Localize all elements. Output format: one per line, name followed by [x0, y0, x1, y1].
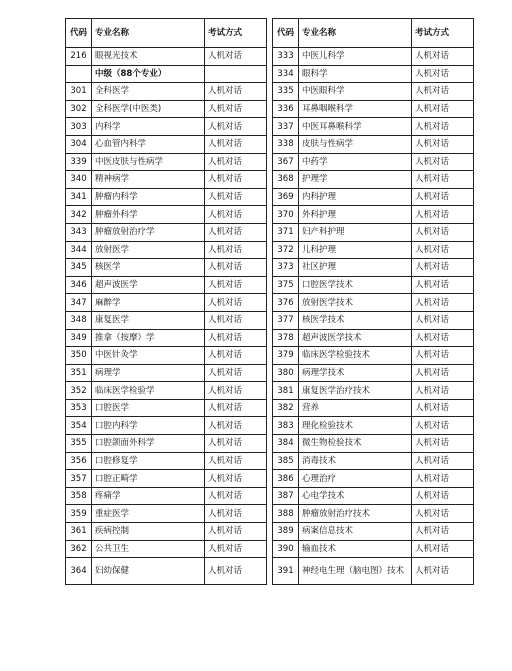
table-row	[273, 65, 474, 83]
cell-exam: 人机对话	[205, 523, 267, 541]
cell-name: 病理学	[92, 364, 205, 382]
cell-code: 378	[273, 329, 299, 347]
header-code: 代码	[273, 19, 299, 48]
cell-code: 354	[66, 417, 92, 435]
table-row	[66, 171, 267, 189]
cell-exam: 人机对话	[412, 118, 474, 136]
cell-name: 儿科护理	[299, 241, 412, 259]
cell-name: 内科学	[92, 118, 205, 136]
cell-code: 352	[66, 382, 92, 400]
cell-code: 342	[66, 206, 92, 224]
cell-exam: 人机对话	[205, 452, 267, 470]
cell-exam: 人机对话	[412, 276, 474, 294]
cell-code: 364	[66, 558, 92, 585]
cell-name: 口腔颌面外科学	[92, 435, 205, 453]
cell-name: 肿瘤放射治疗学	[92, 223, 205, 241]
cell-code: 358	[66, 487, 92, 505]
cell-code: 371	[273, 223, 299, 241]
cell-name: 公共卫生	[92, 540, 205, 558]
table-row	[273, 241, 474, 259]
table-row	[66, 523, 267, 541]
cell-code: 387	[273, 487, 299, 505]
cell-name: 全科医学	[92, 83, 205, 101]
table-row	[273, 347, 474, 365]
header-code: 代码	[66, 19, 92, 48]
cell-exam: 人机对话	[205, 505, 267, 523]
cell-name: 肿瘤放射治疗技术	[299, 505, 412, 523]
cell-exam	[205, 65, 267, 83]
cell-exam: 人机对话	[205, 135, 267, 153]
cell-name: 临床医学检验学	[92, 382, 205, 400]
header-name: 专业名称	[299, 19, 412, 48]
table-row	[66, 259, 267, 277]
cell-name: 内科护理	[299, 188, 412, 206]
cell-name: 疾病控制	[92, 523, 205, 541]
table-row	[273, 470, 474, 488]
cell-name: 眼视光技术	[92, 48, 205, 66]
table-row	[66, 223, 267, 241]
cell-code: 302	[66, 100, 92, 118]
table-row	[66, 540, 267, 558]
cell-code: 380	[273, 364, 299, 382]
header-name: 专业名称	[92, 19, 205, 48]
cell-code: 362	[66, 540, 92, 558]
cell-exam: 人机对话	[412, 206, 474, 224]
cell-code: 373	[273, 259, 299, 277]
cell-exam: 人机对话	[205, 206, 267, 224]
cell-exam: 人机对话	[412, 558, 474, 585]
cell-exam: 人机对话	[205, 223, 267, 241]
cell-name: 消毒技术	[299, 452, 412, 470]
cell-code: 375	[273, 276, 299, 294]
table-row	[273, 329, 474, 347]
cell-code: 372	[273, 241, 299, 259]
cell-exam: 人机对话	[412, 48, 474, 66]
cell-code: 361	[66, 523, 92, 541]
header-row	[66, 19, 267, 48]
cell-code: 301	[66, 83, 92, 101]
cell-name: 中药学	[299, 153, 412, 171]
cell-name: 中医儿科学	[299, 48, 412, 66]
cell-name: 核医学	[92, 259, 205, 277]
cell-name: 输血技术	[299, 540, 412, 558]
table-row	[273, 100, 474, 118]
cell-code: 377	[273, 311, 299, 329]
cell-exam: 人机对话	[412, 347, 474, 365]
cell-code: 351	[66, 364, 92, 382]
table-row	[66, 505, 267, 523]
table-row	[66, 470, 267, 488]
cell-name: 病理学技术	[299, 364, 412, 382]
cell-code: 348	[66, 311, 92, 329]
cell-exam: 人机对话	[412, 329, 474, 347]
table-row	[66, 48, 267, 66]
cell-exam: 人机对话	[412, 470, 474, 488]
cell-exam: 人机对话	[412, 417, 474, 435]
cell-exam: 人机对话	[412, 452, 474, 470]
cell-code: 390	[273, 540, 299, 558]
cell-code: 303	[66, 118, 92, 136]
cell-code: 333	[273, 48, 299, 66]
cell-exam: 人机对话	[412, 223, 474, 241]
cell-exam: 人机对话	[412, 135, 474, 153]
table-row	[66, 276, 267, 294]
cell-exam: 人机对话	[412, 540, 474, 558]
cell-exam: 人机对话	[205, 294, 267, 312]
cell-name: 麻醉学	[92, 294, 205, 312]
table-row	[66, 487, 267, 505]
table-row	[273, 558, 474, 585]
cell-code: 336	[273, 100, 299, 118]
cell-code: 379	[273, 347, 299, 365]
cell-name: 精神病学	[92, 171, 205, 189]
cell-name: 耳鼻咽喉科学	[299, 100, 412, 118]
cell-name: 心血管内科学	[92, 135, 205, 153]
cell-exam: 人机对话	[205, 241, 267, 259]
table-row	[66, 399, 267, 417]
table-row	[273, 364, 474, 382]
table-row	[273, 188, 474, 206]
cell-code: 343	[66, 223, 92, 241]
cell-exam: 人机对话	[205, 276, 267, 294]
cell-exam: 人机对话	[205, 558, 267, 585]
cell-name: 护理学	[299, 171, 412, 189]
cell-name: 超声波医学	[92, 276, 205, 294]
cell-name: 心理治疗	[299, 470, 412, 488]
header-exam: 考试方式	[205, 19, 267, 48]
cell-name: 病案信息技术	[299, 523, 412, 541]
table-row	[273, 399, 474, 417]
table-row	[66, 435, 267, 453]
cell-name: 口腔医学	[92, 399, 205, 417]
cell-name: 肿瘤外科学	[92, 206, 205, 224]
cell-exam: 人机对话	[412, 487, 474, 505]
cell-code: 376	[273, 294, 299, 312]
cell-name: 疼痛学	[92, 487, 205, 505]
table-row	[273, 382, 474, 400]
table-row	[273, 206, 474, 224]
cell-code: 391	[273, 558, 299, 585]
cell-name: 全科医学(中医类)	[92, 100, 205, 118]
table-row	[66, 417, 267, 435]
table-row	[273, 523, 474, 541]
table-row	[66, 241, 267, 259]
table-row	[66, 294, 267, 312]
section-row	[66, 65, 267, 83]
table-row	[66, 364, 267, 382]
cell-exam: 人机对话	[205, 118, 267, 136]
cell-code: 382	[273, 399, 299, 417]
table-row	[273, 223, 474, 241]
right-table	[272, 18, 474, 585]
cell-code: 304	[66, 135, 92, 153]
cell-name: 中医皮肤与性病学	[92, 153, 205, 171]
cell-exam: 人机对话	[205, 153, 267, 171]
cell-code: 356	[66, 452, 92, 470]
cell-name: 中医眼科学	[299, 83, 412, 101]
cell-exam: 人机对话	[205, 100, 267, 118]
table-row	[273, 294, 474, 312]
cell-name: 口腔修复学	[92, 452, 205, 470]
cell-code: 350	[66, 347, 92, 365]
cell-name: 康复医学治疗技术	[299, 382, 412, 400]
table-row	[273, 259, 474, 277]
table-row	[66, 206, 267, 224]
cell-exam: 人机对话	[412, 505, 474, 523]
cell-exam: 人机对话	[412, 83, 474, 101]
cell-code: 384	[273, 435, 299, 453]
table-row	[273, 452, 474, 470]
table-row	[273, 505, 474, 523]
table-row	[273, 153, 474, 171]
cell-exam: 人机对话	[412, 364, 474, 382]
table-row	[273, 118, 474, 136]
table-row	[273, 276, 474, 294]
cell-code: 368	[273, 171, 299, 189]
cell-exam: 人机对话	[205, 487, 267, 505]
cell-name: 心电学技术	[299, 487, 412, 505]
cell-name: 核医学技术	[299, 311, 412, 329]
table-row	[66, 311, 267, 329]
cell-code: 341	[66, 188, 92, 206]
cell-code: 337	[273, 118, 299, 136]
cell-name: 社区护理	[299, 259, 412, 277]
cell-code: 383	[273, 417, 299, 435]
cell-name: 中医针灸学	[92, 347, 205, 365]
cell-name: 神经电生理（脑电图）技术	[299, 558, 412, 585]
cell-name: 放射医学技术	[299, 294, 412, 312]
cell-exam: 人机对话	[205, 435, 267, 453]
table-row	[273, 417, 474, 435]
cell-exam: 人机对话	[205, 364, 267, 382]
cell-exam: 人机对话	[205, 417, 267, 435]
cell-code: 340	[66, 171, 92, 189]
cell-name: 微生物检验技术	[299, 435, 412, 453]
cell-exam: 人机对话	[412, 523, 474, 541]
cell-exam: 人机对话	[412, 294, 474, 312]
cell-code	[66, 65, 92, 83]
cell-code: 355	[66, 435, 92, 453]
table-row	[66, 83, 267, 101]
cell-code: 346	[66, 276, 92, 294]
cell-exam: 人机对话	[412, 382, 474, 400]
cell-exam: 人机对话	[205, 83, 267, 101]
cell-name: 放射医学	[92, 241, 205, 259]
table-row	[66, 100, 267, 118]
cell-code: 339	[66, 153, 92, 171]
cell-exam: 人机对话	[205, 382, 267, 400]
cell-exam: 人机对话	[205, 311, 267, 329]
cell-exam: 人机对话	[412, 188, 474, 206]
cell-code: 381	[273, 382, 299, 400]
cell-exam: 人机对话	[412, 100, 474, 118]
cell-code: 344	[66, 241, 92, 259]
cell-code: 357	[66, 470, 92, 488]
cell-code: 353	[66, 399, 92, 417]
cell-exam: 人机对话	[205, 48, 267, 66]
cell-code: 359	[66, 505, 92, 523]
cell-code: 338	[273, 135, 299, 153]
cell-exam: 人机对话	[412, 399, 474, 417]
cell-code: 385	[273, 452, 299, 470]
table-row	[66, 118, 267, 136]
table-row	[273, 83, 474, 101]
table-row	[273, 435, 474, 453]
cell-exam: 人机对话	[412, 311, 474, 329]
cell-exam: 人机对话	[205, 171, 267, 189]
cell-exam: 人机对话	[205, 540, 267, 558]
cell-code: 345	[66, 259, 92, 277]
header-exam: 考试方式	[412, 19, 474, 48]
cell-name: 重症医学	[92, 505, 205, 523]
cell-exam: 人机对话	[412, 259, 474, 277]
cell-name: 营养	[299, 399, 412, 417]
cell-name: 临床医学检验技术	[299, 347, 412, 365]
cell-name: 眼科学	[299, 65, 412, 83]
cell-code: 349	[66, 329, 92, 347]
cell-exam: 人机对话	[412, 435, 474, 453]
cell-code: 388	[273, 505, 299, 523]
cell-exam: 人机对话	[205, 399, 267, 417]
left-table	[65, 18, 267, 585]
cell-code: 367	[273, 153, 299, 171]
table-row	[66, 153, 267, 171]
table-row	[273, 540, 474, 558]
cell-name: 理化检验技术	[299, 417, 412, 435]
cell-exam: 人机对话	[412, 171, 474, 189]
cell-exam: 人机对话	[205, 329, 267, 347]
cell-code: 370	[273, 206, 299, 224]
table-row	[273, 171, 474, 189]
table-row	[66, 329, 267, 347]
cell-exam: 人机对话	[412, 65, 474, 83]
cell-name: 口腔医学技术	[299, 276, 412, 294]
table-row	[66, 452, 267, 470]
cell-exam: 人机对话	[412, 153, 474, 171]
cell-name: 妇幼保健	[92, 558, 205, 585]
cell-name: 外科护理	[299, 206, 412, 224]
table-row	[273, 48, 474, 66]
cell-name: 超声波医学技术	[299, 329, 412, 347]
cell-code: 347	[66, 294, 92, 312]
table-row	[66, 382, 267, 400]
table-row	[66, 347, 267, 365]
table-row	[273, 311, 474, 329]
table-row	[66, 188, 267, 206]
cell-name: 口腔正畸学	[92, 470, 205, 488]
table-row	[66, 135, 267, 153]
cell-exam: 人机对话	[205, 259, 267, 277]
cell-name: 肿瘤内科学	[92, 188, 205, 206]
cell-name: 皮肤与性病学	[299, 135, 412, 153]
table-row	[66, 558, 267, 585]
cell-code: 369	[273, 188, 299, 206]
cell-exam: 人机对话	[412, 241, 474, 259]
cell-name: 口腔内科学	[92, 417, 205, 435]
table-row	[273, 135, 474, 153]
cell-code: 334	[273, 65, 299, 83]
cell-exam: 人机对话	[205, 470, 267, 488]
header-row	[273, 19, 474, 48]
cell-name: 康复医学	[92, 311, 205, 329]
cell-name: 推拿（按摩）学	[92, 329, 205, 347]
cell-name: 中医耳鼻喉科学	[299, 118, 412, 136]
cell-code: 386	[273, 470, 299, 488]
cell-code: 389	[273, 523, 299, 541]
cell-name: 妇产科护理	[299, 223, 412, 241]
cell-exam: 人机对话	[205, 347, 267, 365]
cell-name: 中级（88个专业）	[92, 65, 205, 83]
cell-code: 216	[66, 48, 92, 66]
cell-exam: 人机对话	[205, 188, 267, 206]
cell-code: 335	[273, 83, 299, 101]
table-row	[273, 487, 474, 505]
